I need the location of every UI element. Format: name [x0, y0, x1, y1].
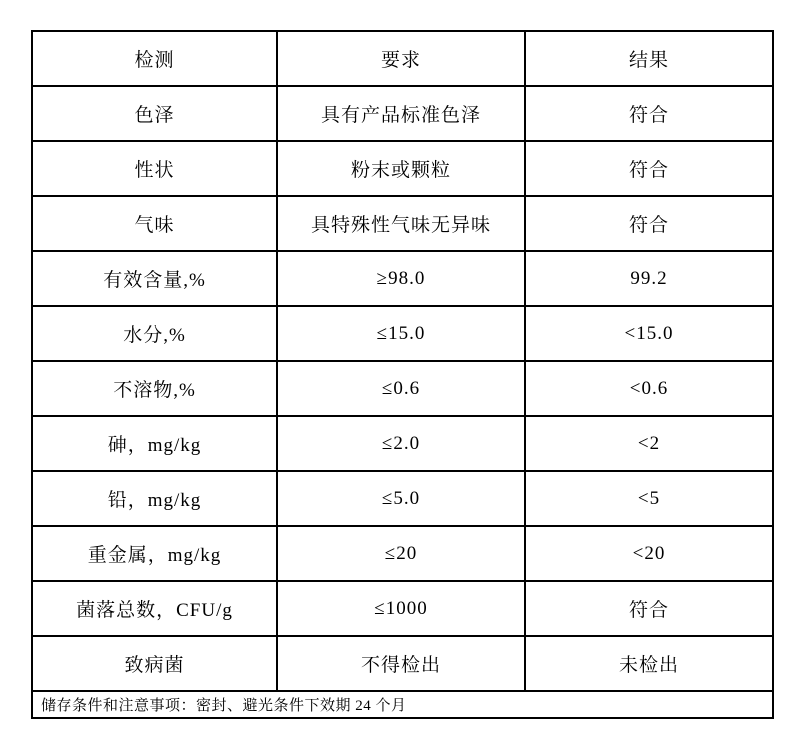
result-cell: 符合 [525, 141, 773, 196]
table-row [32, 306, 773, 361]
table-header-row [32, 31, 773, 86]
requirement-cell: ≤1000 [277, 581, 525, 636]
header-result: 结果 [525, 31, 773, 86]
result-cell: <5 [525, 471, 773, 526]
header-requirement: 要求 [277, 31, 525, 86]
table-row [32, 251, 773, 306]
table-row [32, 526, 773, 581]
result-cell: <20 [525, 526, 773, 581]
test-name-cell: 菌落总数，CFU/g [32, 581, 277, 636]
test-name-cell: 色泽 [32, 86, 277, 141]
result-cell: 符合 [525, 196, 773, 251]
table-row [32, 141, 773, 196]
result-cell: <2 [525, 416, 773, 471]
test-name-cell: 有效含量,% [32, 251, 277, 306]
requirement-cell: ≤2.0 [277, 416, 525, 471]
requirement-cell: 具有产品标准色泽 [277, 86, 525, 141]
result-cell: 99.2 [525, 251, 773, 306]
requirement-cell: ≤5.0 [277, 471, 525, 526]
requirement-cell: ≤15.0 [277, 306, 525, 361]
table-row [32, 86, 773, 141]
table-row [32, 196, 773, 251]
table-footer-row [32, 691, 773, 718]
table-row [32, 636, 773, 691]
requirement-cell: 粉末或颗粒 [277, 141, 525, 196]
requirement-cell: 具特殊性气味无异味 [277, 196, 525, 251]
requirement-cell: ≤0.6 [277, 361, 525, 416]
storage-conditions-note: 储存条件和注意事项：密封、避光条件下效期 24 个月 [32, 691, 773, 718]
test-name-cell: 致病菌 [32, 636, 277, 691]
requirement-cell: ≤20 [277, 526, 525, 581]
test-name-cell: 重金属，mg/kg [32, 526, 277, 581]
test-name-cell: 性状 [32, 141, 277, 196]
requirement-cell: 不得检出 [277, 636, 525, 691]
result-cell: 符合 [525, 86, 773, 141]
result-cell: <15.0 [525, 306, 773, 361]
table-row [32, 361, 773, 416]
test-name-cell: 砷，mg/kg [32, 416, 277, 471]
requirement-cell: ≥98.0 [277, 251, 525, 306]
result-cell: <0.6 [525, 361, 773, 416]
inspection-table [31, 30, 774, 719]
test-name-cell: 不溶物,% [32, 361, 277, 416]
test-name-cell: 气味 [32, 196, 277, 251]
table-body [32, 86, 773, 691]
table-row [32, 416, 773, 471]
test-name-cell: 水分,% [32, 306, 277, 361]
table-row [32, 471, 773, 526]
result-cell: 未检出 [525, 636, 773, 691]
result-cell: 符合 [525, 581, 773, 636]
table-row [32, 581, 773, 636]
header-test: 检测 [32, 31, 277, 86]
test-name-cell: 铅，mg/kg [32, 471, 277, 526]
